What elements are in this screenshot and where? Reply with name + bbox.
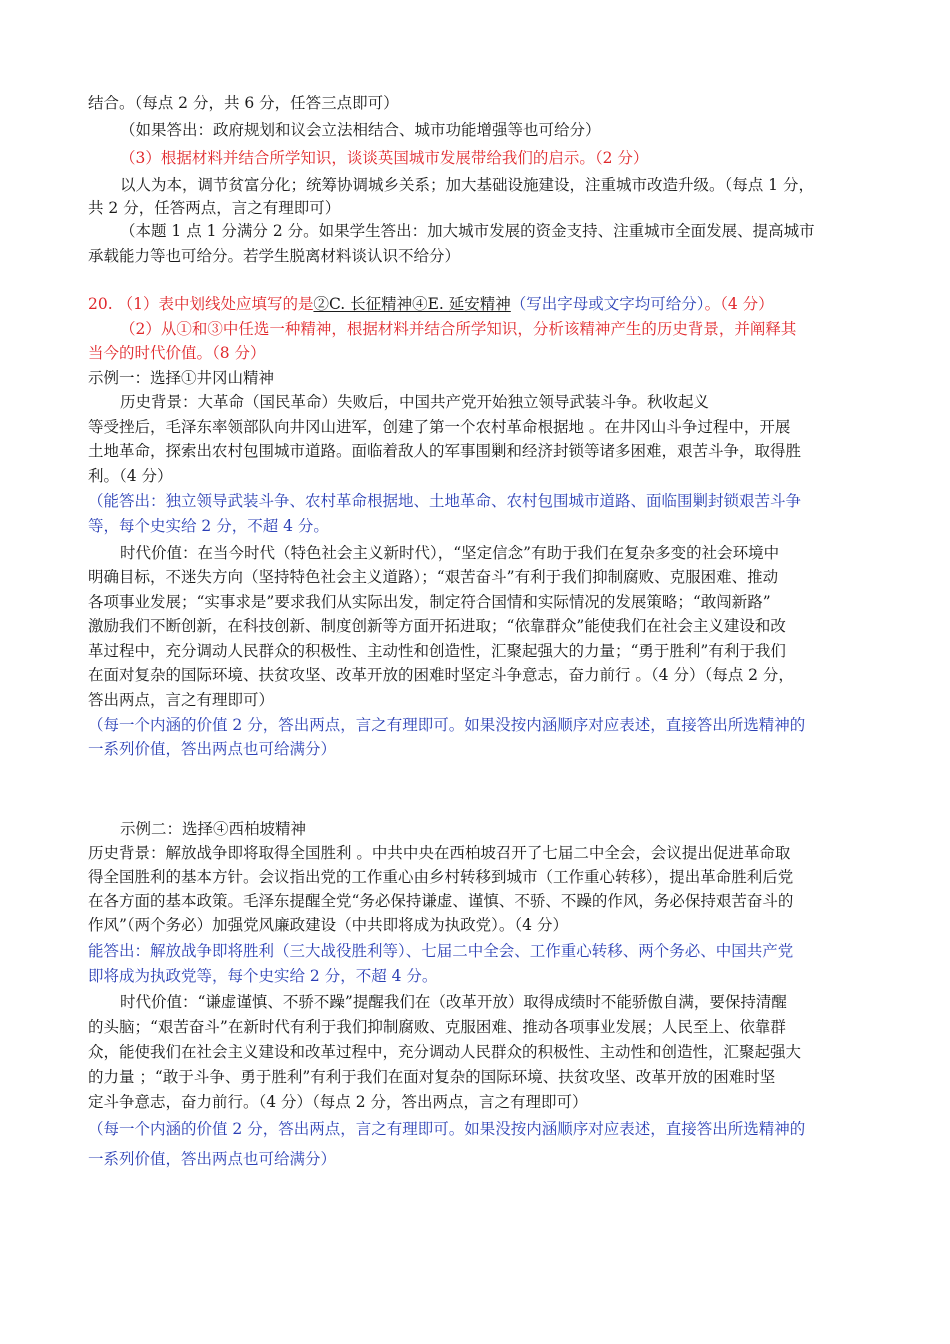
example-1-background-line-3: 土地革命，探索出农村包围城市道路。面临着敌人的军事围剿和经济封锁等诸多困难，艰苦斗争，取得胜 — [88, 442, 802, 460]
example-1-heading: 示例一：选择①井冈山精神 — [88, 369, 275, 387]
example-2-heading: 示例二：选择④西柏坡精神 — [120, 820, 307, 838]
example-1-value-line-3: 各项事业发展；“实事求是”要求我们从实际出发，制定符合国情和实际情况的发展策略；“敢闯新路” — [88, 593, 771, 611]
question-20-2-line-2: 当今的时代价值。（8 分） — [88, 344, 266, 362]
example-2-note-line-1: 能答出：解放战争即将胜利（三大战役胜利等）、七届二中全会、工作重心转移、两个务必、中国共产党 — [88, 942, 794, 960]
question-20-2-line-1: （2）从①和③中任选一种精神，根据材料并结合所学知识，分析该精神产生的历史背景，并阐释其 — [120, 320, 797, 338]
line-score-note: 结合。（每点 2 分，共 6 分，任答三点即可） — [88, 94, 399, 112]
example-2-note-line-2: 即将成为执政党等，每个史实给 2 分，不超 4 分。 — [88, 967, 438, 985]
example-1-background-line-2: 等受挫后，毛泽东率领部队向井冈山进军，创建了第一个农村革命根据地 。在井冈山斗争过程中，开展 — [88, 418, 791, 436]
example-2-value-line-3: 众，能使我们在社会主义建设和改革过程中，充分调动人民群众的积极性、主动性和创造性，汇聚起强大 — [88, 1043, 802, 1061]
question-20-1-answer: ②C. 长征精神④E. 延安精神 — [313, 295, 511, 313]
example-1-value-line-7: 答出两点，言之有理即可） — [88, 691, 275, 709]
example-1-value-note-line-1: （每一个内涵的价值 2 分，答出两点，言之有理即可。如果没按内涵顺序对应表述，直接答出所选精神的 — [88, 716, 806, 734]
example-1-background-line-4: 利。（4 分） — [88, 467, 173, 485]
example-2-background-line-1: 历史背景：解放战争即将取得全国胜利 。中共中央在西柏坡召开了七届二中全会，会议提出促进革命取 — [88, 844, 791, 862]
answer-3-line-1: 以人为本，调节贫富分化；统筹协调城乡关系；加大基础设施建设，注重城市改造升级。（每点 1 分， — [120, 176, 814, 194]
question-20-1-text: 20. （1）表中划线处应填写的是 — [88, 295, 314, 313]
example-1-value-line-6: 在面对复杂的国际环境、扶贫攻坚、改革开放的困难时坚定斗争意志，奋力前行 。（4 分）（每点 2 分， — [88, 666, 794, 684]
question-20-1-note: （写出字母或文字均可给分） — [510, 295, 705, 313]
example-2-value-line-2: 的头脑；“艰苦奋斗”在新时代有利于我们抑制腐败、克服困难、推动各项事业发展；人民至上、依靠群 — [88, 1018, 786, 1036]
example-2-value-line-5: 定斗争意志，奋力前行。（4 分）（每点 2 分，答出两点，言之有理即可） — [88, 1093, 588, 1111]
example-2-background-line-2: 得全国胜利的基本方针。会议指出党的工作重心由乡村转移到城市（工作重心转移），提出革命胜利后党 — [88, 868, 794, 886]
example-2-value-note-line-2: 一系列价值，答出两点也可给满分） — [88, 1150, 337, 1168]
answer-3-note-line-1: （本题 1 点 1 分满分 2 分。如果学生答出：加大城市发展的资金支持、注重城市全面发展、提高城市 — [120, 222, 815, 240]
example-1-note-line-2: 等，每个史实给 2 分，不超 4 分。 — [88, 517, 329, 535]
question-20-1 — [88, 293, 774, 315]
example-2-value-note-line-1: （每一个内涵的价值 2 分，答出两点，言之有理即可。如果没按内涵顺序对应表述，直接答出所选精神的 — [88, 1120, 806, 1138]
example-2-background-line-4: 作风”（两个务必）加强党风廉政建设（中共即将成为执政党）。（4 分） — [88, 916, 568, 934]
example-1-value-line-2: 明确目标，不迷失方向（坚持特色社会主义道路）；“艰苦奋斗”有利于我们抑制腐败、克服困难、推动 — [88, 568, 779, 586]
example-1-note-line-1: （能答出：独立领导武装斗争、农村革命根据地、土地革命、农村包围城市道路、面临围剿封锁艰苦斗争 — [88, 492, 802, 510]
answer-3-note-line-2: 承载能力等也可给分。若学生脱离材料谈认识不给分） — [88, 247, 461, 265]
example-2-value-line-1: 时代价值：“谦虚谨慎、不骄不躁”提醒我们在（改革开放）取得成绩时不能骄傲自满，要保持清醒 — [120, 993, 787, 1011]
line-alt-answer: （如果答出：政府规划和议会立法相结合、城市功能增强等也可给分） — [120, 121, 601, 139]
example-2-value-line-4: 的力量 ；“敢于斗争、勇于胜利”有利于我们在面对复杂的国际环境、扶贫攻坚、改革开放的困难时坚 — [88, 1068, 776, 1086]
example-1-value-note-line-2: 一系列价值，答出两点也可给满分） — [88, 740, 337, 758]
answer-3-line-2: 共 2 分，任答两点，言之有理即可） — [88, 199, 341, 217]
example-2-background-line-3: 在各方面的基本政策。毛泽东提醒全党“务必保持谦虚、谨慎、不骄、不躁的作风，务必保持艰苦奋斗的 — [88, 892, 794, 910]
example-1-value-line-5: 革过程中，充分调动人民群众的积极性、主动性和创造性，汇聚起强大的力量；“勇于胜利”有利于我们 — [88, 642, 786, 660]
example-1-value-line-4: 激励我们不断创新，在科技创新、制度创新等方面开拓进取；“依靠群众”能使我们在社会主义建设和改 — [88, 617, 786, 635]
example-1-background-line-1: 历史背景：大革命（国民革命）失败后，中国共产党开始独立领导武装斗争。秋收起义 — [120, 393, 710, 411]
question-3: （3）根据材料并结合所学知识，谈谈英国城市发展带给我们的启示。（2 分） — [120, 149, 649, 167]
example-1-value-line-1: 时代价值：在当今时代（特色社会主义新时代），“坚定信念”有助于我们在复杂多变的社会环境中 — [120, 544, 780, 562]
question-20-1-score: 。（4 分） — [704, 295, 774, 313]
